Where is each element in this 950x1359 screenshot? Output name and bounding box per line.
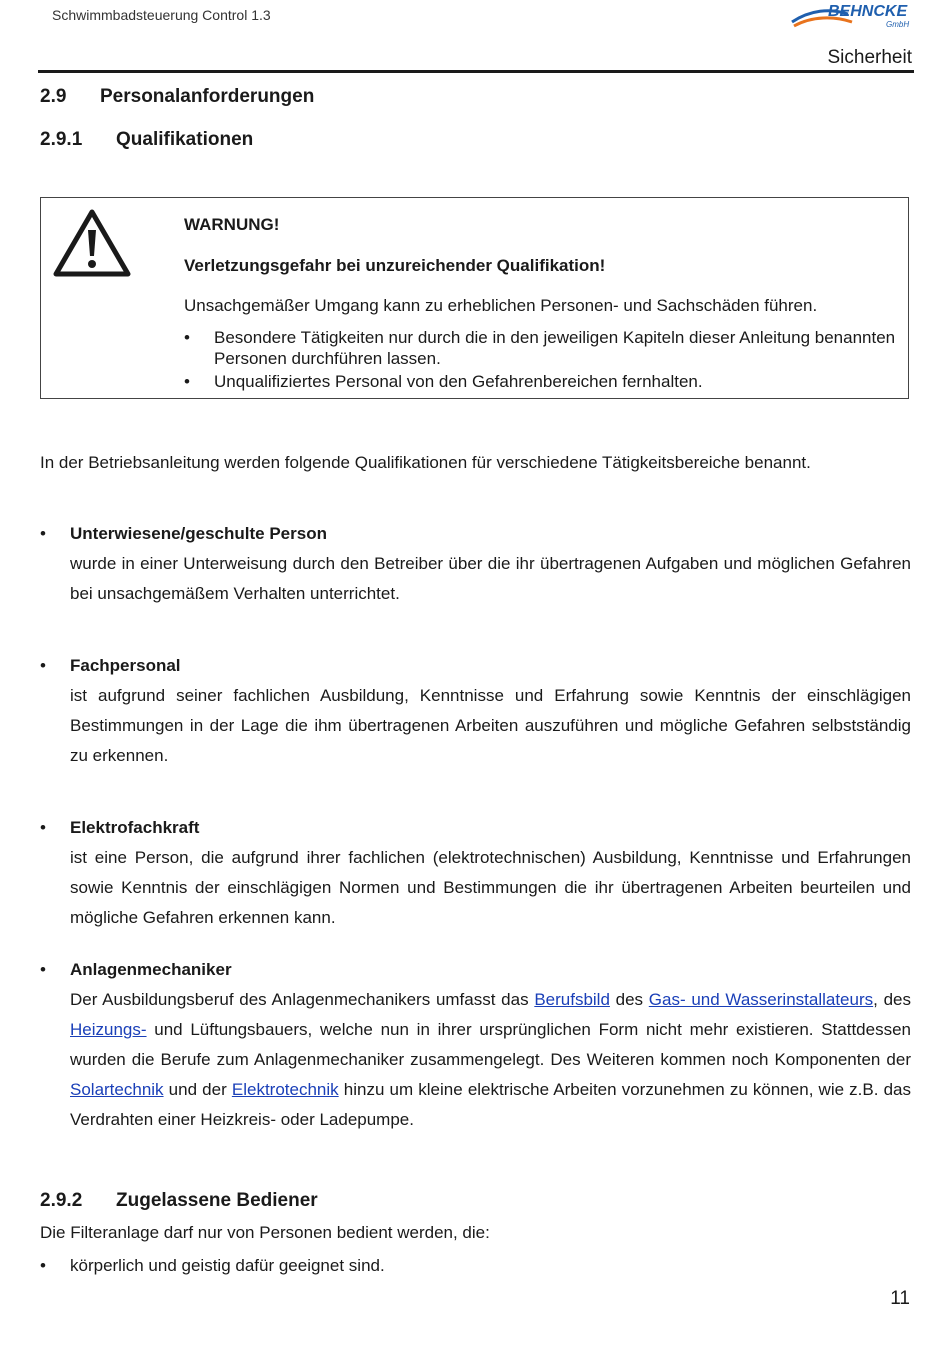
qualification-text: ist aufgrund seiner fachlichen Ausbildung, Kenntnisse und Erfahrung sowie Kenntnis der einschlägigen Bestimmungen in der Lage die ihm übertragenen Arbeiten auszuführen und mögliche Gefahren selbstständig zu erkennen. xyxy=(70,686,911,765)
heading-2-9-1 xyxy=(40,129,253,151)
warning-text: Unsachgemäßer Umgang kann zu erheblichen Personen- und Sachschäden führen. xyxy=(184,296,818,315)
page-number: 11 xyxy=(890,1288,910,1309)
text-segment: und der xyxy=(163,1080,232,1099)
warning-list xyxy=(184,327,899,394)
svg-text:BEHNCKE: BEHNCKE xyxy=(828,3,908,20)
qualification-elektrofachkraft xyxy=(40,813,911,933)
list-item: • Besondere Tätigkeiten nur durch die in den jeweiligen Kapiteln dieser Anleitung benannten Personen durchführen lassen. xyxy=(184,327,899,369)
heading-text: Zugelassene Bediener xyxy=(116,1190,318,1211)
document-title: Schwimmbadsteuerung Control 1.3 xyxy=(52,7,271,23)
text-segment: Der Ausbildungsberuf des Anlagenmechanikers umfasst das xyxy=(70,990,535,1009)
warning-title: WARNUNG! xyxy=(184,215,280,234)
text-segment: , des xyxy=(873,990,911,1009)
link-solartechnik[interactable]: Solartechnik xyxy=(70,1080,164,1099)
bullet: • xyxy=(40,960,46,979)
svg-text:GmbH: GmbH xyxy=(886,20,910,29)
link-berufsbild[interactable]: Berufsbild xyxy=(534,990,610,1009)
heading-number: 2.9.1 xyxy=(40,129,83,150)
qualification-title: Anlagenmechaniker xyxy=(70,960,232,979)
heading-text: Personalanforderungen xyxy=(100,86,315,107)
bullet: • xyxy=(40,656,46,675)
section-label: Sicherheit xyxy=(827,47,912,68)
qualification-fachpersonal xyxy=(40,651,911,771)
bullet: • xyxy=(40,524,46,543)
warning-subtitle: Verletzungsgefahr bei unzureichender Qualifikation! xyxy=(184,256,606,275)
intro-paragraph: In der Betriebsanleitung werden folgende Qualifikationen für verschiedene Tätigkeitsbereiche benannt. xyxy=(40,453,811,472)
list-item-text: körperlich und geistig dafür geeignet sind. xyxy=(70,1256,385,1275)
qualification-unterwiesene xyxy=(40,519,911,609)
list-item: • Unqualifiziertes Personal von den Gefahrenbereichen fernhalten. xyxy=(184,371,899,392)
text-segment: hinzu um kleine elektrische Arbeiten vorzunehmen zu können, wie z.B. das Verdrahten einer Heizkreis- oder Ladepumpe. xyxy=(70,1080,911,1129)
heading-number: 2.9 xyxy=(40,86,67,107)
heading-2-9 xyxy=(40,86,314,108)
link-elektrotechnik[interactable]: Elektrotechnik xyxy=(231,1080,339,1099)
qualification-title: Fachpersonal xyxy=(70,656,181,675)
bullet: • xyxy=(40,818,46,837)
qualification-text: ist eine Person, die aufgrund ihrer fachlichen (elektrotechnischen) Ausbildung, Kenntnisse und Erfahrungen sowie Kenntnis der einschlägigen Normen und Bestimmungen die ihr übertragenen Arbeiten beurteilen und mögliche Gefahren erkennen kann. xyxy=(70,848,911,927)
filter-intro: Die Filteranlage darf nur von Personen bedient werden, die: xyxy=(40,1223,490,1242)
heading-number: 2.9.2 xyxy=(40,1190,83,1211)
text-segment: und Lüftungsbauers, welche nun in ihrer ursprünglichen Form nicht mehr existieren. Stattdessen wurden die Berufe zum Anlagenmechaniker zusammengelegt. Des Weiteren kommen noch Komponenten der xyxy=(70,1020,911,1069)
warning-triangle-icon xyxy=(52,208,132,278)
heading-2-9-2 xyxy=(40,1190,318,1212)
link-heizungs[interactable]: Heizungs- xyxy=(70,1020,147,1039)
behncke-logo xyxy=(790,2,910,30)
heading-text: Qualifikationen xyxy=(116,129,254,150)
bullet: • xyxy=(40,1256,46,1275)
qualification-title: Unterwiesene/geschulte Person xyxy=(70,524,327,543)
qualification-anlagenmechaniker xyxy=(40,955,911,1135)
qualification-title: Elektrofachkraft xyxy=(70,818,200,837)
list-item xyxy=(40,1256,385,1276)
link-gas-wasserinstallateurs[interactable]: Gas- und Wasserinstallateurs xyxy=(648,990,874,1009)
header-rule xyxy=(38,70,914,73)
text-segment: des xyxy=(609,990,649,1009)
qualification-text: wurde in einer Unterweisung durch den Betreiber über die ihr übertragenen Aufgaben und möglichen Gefahren bei unsachgemäßem Verhalten unterrichtet. xyxy=(70,554,911,603)
